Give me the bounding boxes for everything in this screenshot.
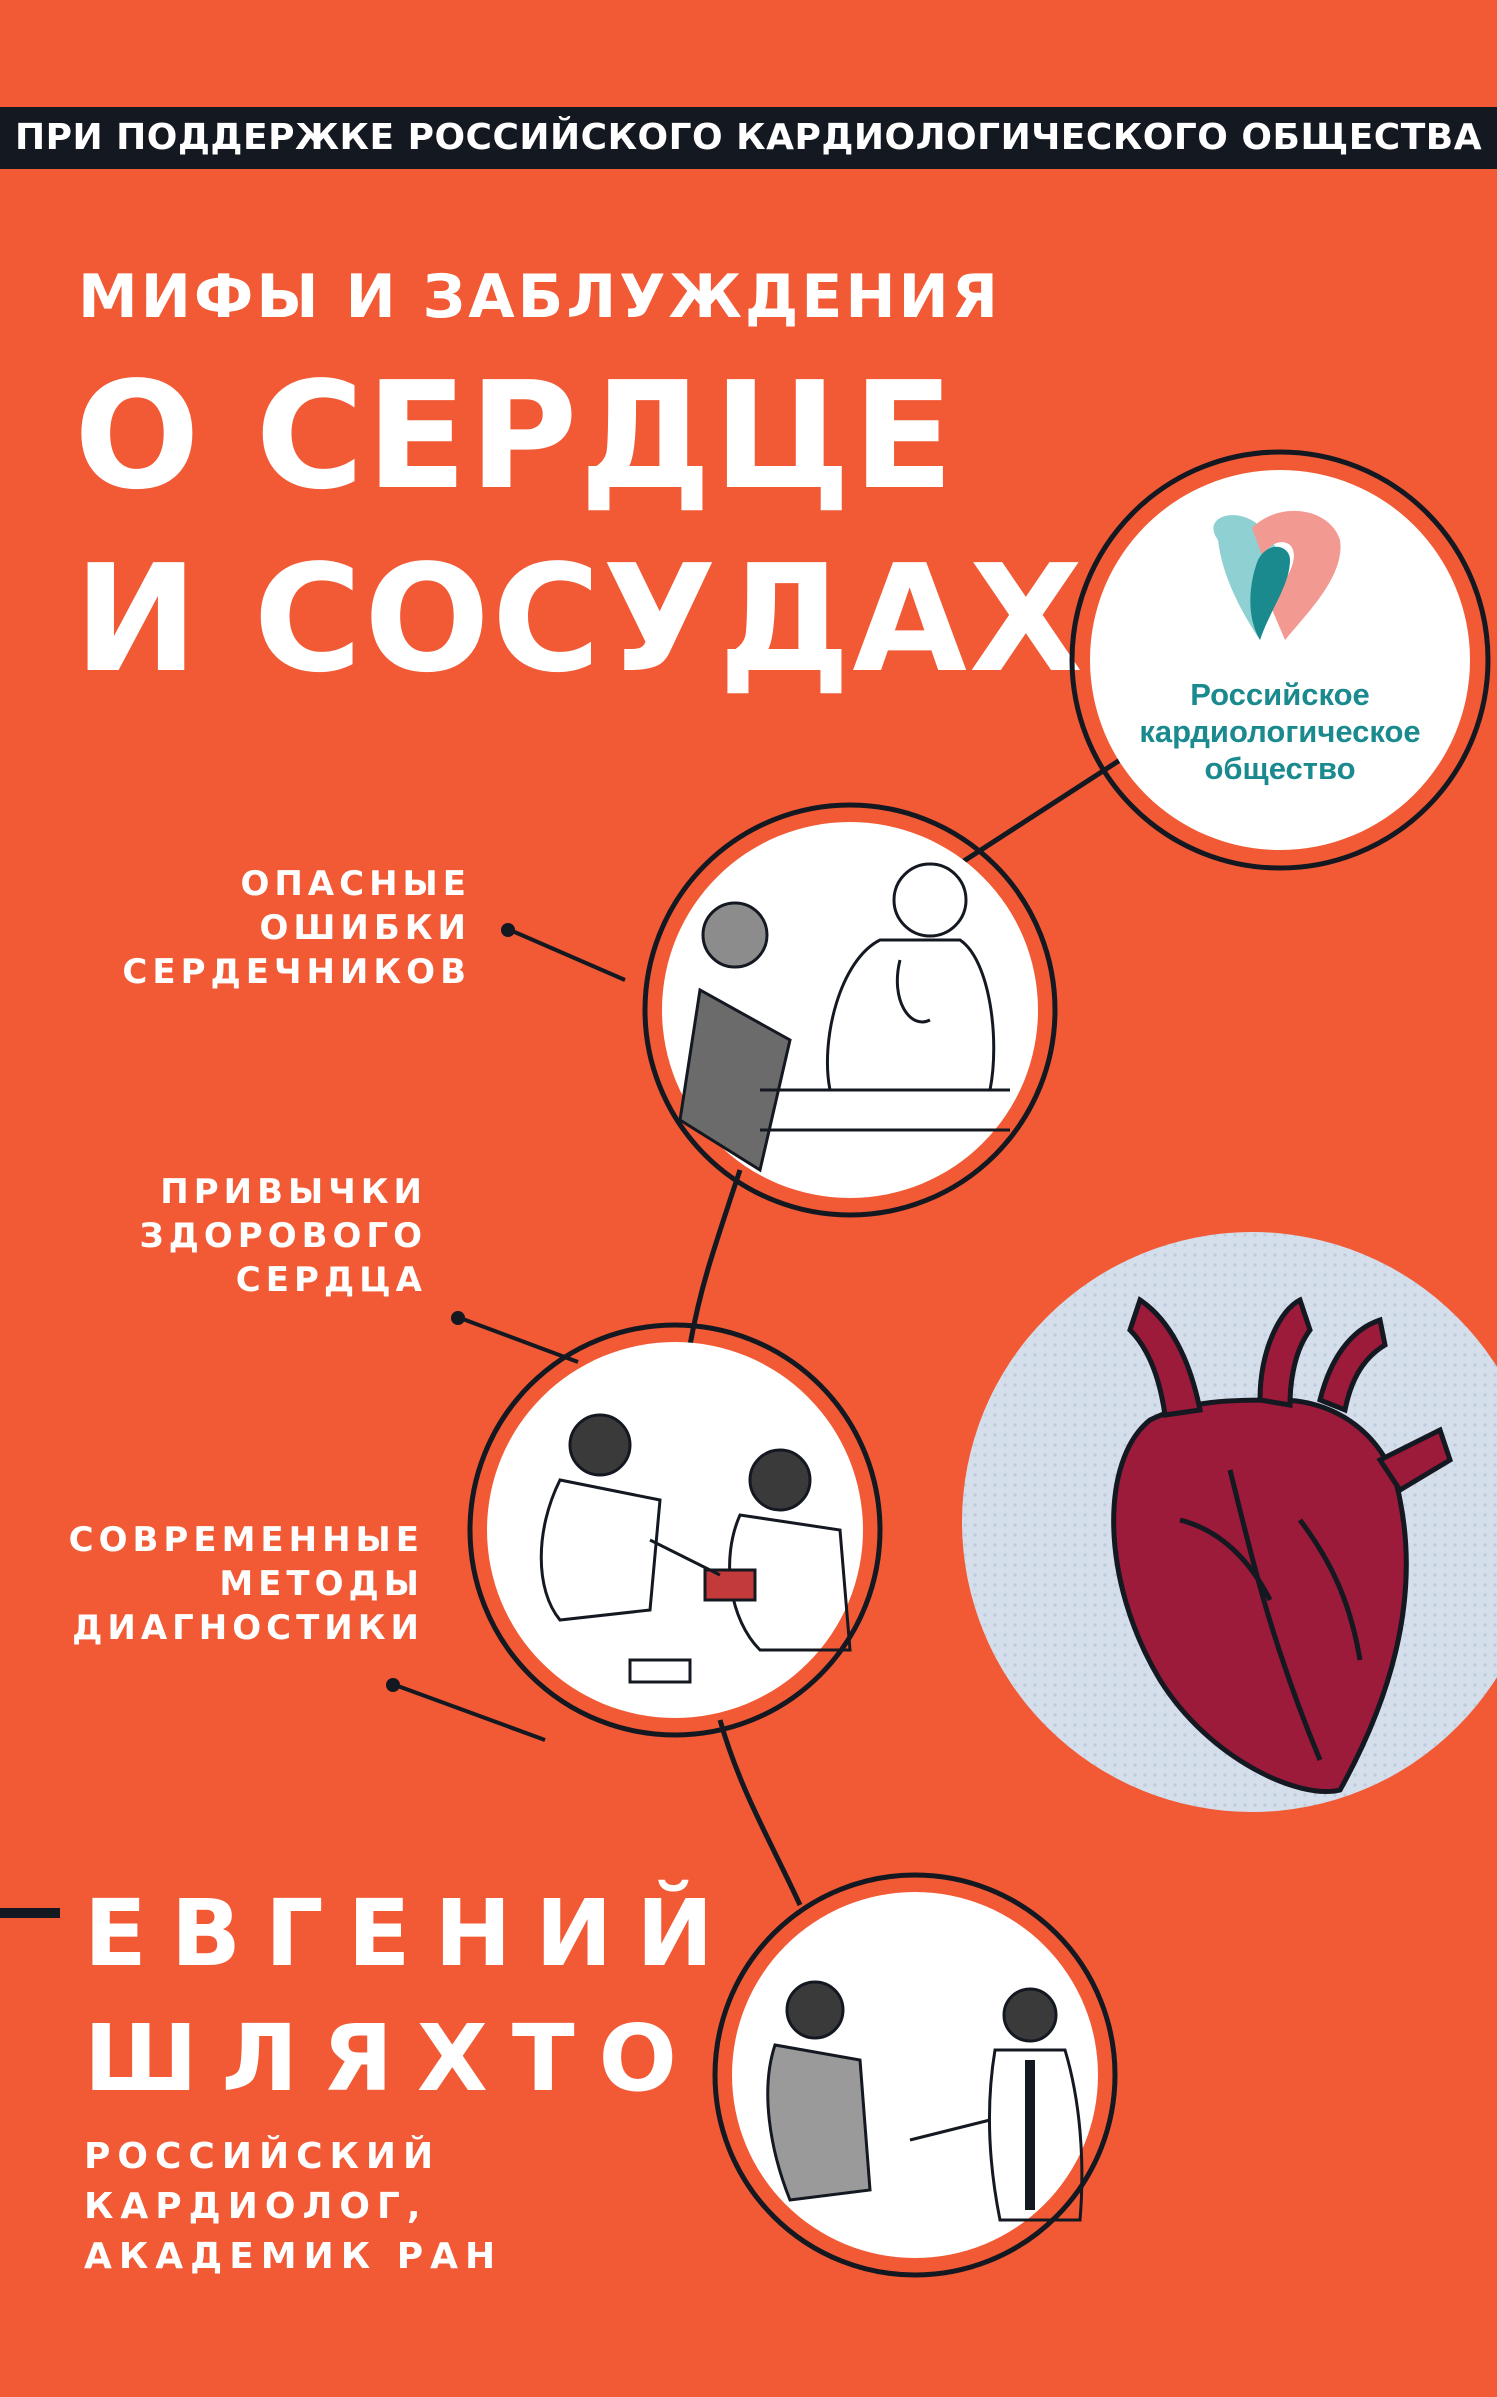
logo-caption (1100, 676, 1460, 787)
bullet-line: МЕТОДЫ (219, 1564, 424, 1604)
bullet-line: СЕРДЕЧНИКОВ (122, 952, 471, 992)
book-subtitle: МИФЫ И ЗАБЛУЖДЕНИЯ (78, 262, 1001, 332)
bullet-healthy-habits (139, 1170, 427, 1302)
bullet-line: ДИАГНОСТИКИ (72, 1608, 424, 1648)
bullet-pointer-line (460, 1318, 578, 1362)
logo-caption-line-1: Российское (1190, 677, 1370, 712)
bullet-dot (451, 1311, 465, 1325)
bullet-diagnostic-methods (69, 1518, 424, 1650)
author-dash (0, 1908, 60, 1918)
bullet-line: ОШИБКИ (259, 908, 471, 948)
bullet-pointer-line (395, 1685, 545, 1740)
credentials-line: РОССИЙСКИЙ (84, 2136, 441, 2177)
bullet-dot (501, 923, 515, 937)
credentials-line: КАРДИОЛОГ, (84, 2186, 428, 2227)
book-title-line-1: О СЕРДЦЕ (74, 350, 956, 522)
logo-caption-line-3: общество (1204, 751, 1356, 786)
author-credentials (84, 2132, 502, 2282)
bullet-line: ПРИВЫЧКИ (160, 1172, 427, 1212)
bullet-line: ОПАСНЫЕ (240, 864, 471, 904)
bullet-dot (386, 1678, 400, 1692)
connector-line (950, 760, 1120, 870)
bullet-dangerous-mistakes (122, 862, 471, 994)
book-title-line-2: И СОСУДАХ (74, 533, 1086, 705)
bullet-pointer-line (510, 930, 625, 980)
author-first-name: ЕВГЕНИЙ (84, 1880, 738, 1987)
bullet-line: ЗДОРОВОГО (139, 1216, 427, 1256)
connector-line (720, 1720, 800, 1905)
connector-line (690, 1170, 740, 1345)
bullet-line: СЕРДЦА (235, 1260, 427, 1300)
credentials-line: АКАДЕМИК РАН (84, 2236, 503, 2277)
logo-caption-line-2: кардиологическое (1139, 714, 1421, 749)
bullet-line: СОВРЕМЕННЫЕ (68, 1520, 424, 1560)
support-banner-text: ПРИ ПОДДЕРЖКЕ РОССИЙСКОГО КАРДИОЛОГИЧЕСКОГО ОБЩЕСТВА (14, 117, 1483, 158)
author-last-name: ШЛЯХТО (84, 2005, 701, 2112)
